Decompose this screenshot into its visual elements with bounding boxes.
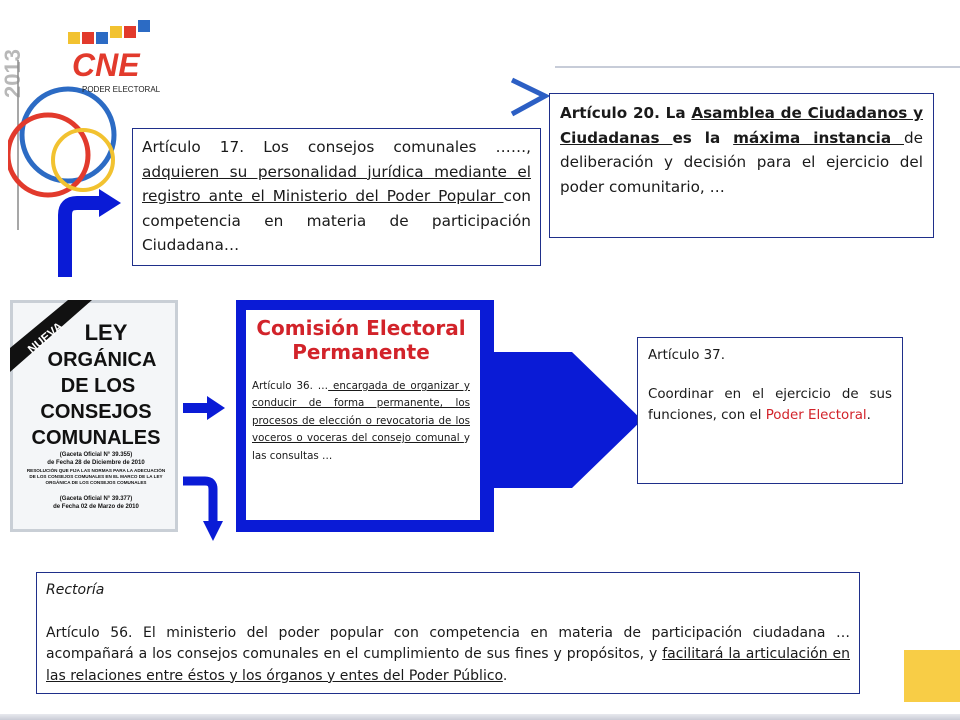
svg-text:2013: 2013 <box>0 49 25 98</box>
book-title-line: DE LOS <box>60 375 136 397</box>
commission-content <box>252 316 470 516</box>
svg-text:(Gaceta Oficial N° 39.355): (Gaceta Oficial N° 39.355) <box>59 452 133 458</box>
article-37-box <box>637 337 903 484</box>
article-17-label: Artículo 17. <box>142 138 245 156</box>
book-title-line: ORGÁNICA <box>47 349 157 371</box>
bottom-bar <box>0 714 960 720</box>
book-title-line: COMUNALES <box>31 427 161 449</box>
svg-text:(Gaceta Oficial N° 39.377): (Gaceta Oficial N° 39.377) <box>59 496 133 502</box>
svg-text:CNE: CNE <box>72 47 140 83</box>
book-title-line: LEY <box>84 320 128 345</box>
svg-text:de Fecha 02 de Marzo de 2010: de Fecha 02 de Marzo de 2010 <box>53 504 139 510</box>
article-56-text: Artículo 56. El ministerio del poder popular con competencia en materia de participación ciudadana …acompañará a los consejos comunales en el cumplimiento de sus fines y propósitos, y facilitará la articulación en las relaciones entre éstos y los órganos y entes del Poder Público. <box>46 624 850 684</box>
article-20-label: Artículo 20. La <box>560 104 692 122</box>
svg-text:NUEVA: NUEVA <box>24 319 66 357</box>
divider <box>555 66 960 68</box>
cne-logo <box>30 18 160 103</box>
article-17-box: Artículo 17. Los consejos comunales ……, adquieren su personalidad jurídica mediante el registro ante el Ministerio del Poder Popular con competencia en materia de participación Ciudadana… <box>132 128 541 266</box>
rectoria-heading: Rectoría <box>46 582 105 598</box>
law-book-cover: NUEVA LEY ORGÁNICA DE LOS CONSEJOS COMUNALES (Gaceta Oficial N° 39.355) de Fecha 28 de Diciembre de 2010 RESOLUCIÓN QUE FIJA LAS NORMAS PARA LA ADECUACIÓN DE LOS CONSEJOS COMUNALES EN EL MARCO DE LA LEY ORGÁNICA DE LOS CONSEJOS COMUNALES (Gaceta Oficial N° 39.377) de Fecha 02 de Marzo de 2010 <box>10 300 178 532</box>
svg-text:de Fecha 28 de Diciembre de 20: de Fecha 28 de Diciembre de 2010 <box>47 460 145 466</box>
article-37-text: Coordinar en el ejercicio de sus funciones, con el Poder Electoral. <box>648 387 892 423</box>
article-36-text: Artículo 36. … encargada de organizar y conducir de forma permanente, los procesos de elección o revocatoria de los voceros o voceras del consejo comunal y las consultas … <box>252 380 470 462</box>
svg-text:PODER ELECTORAL: PODER ELECTORAL <box>82 85 160 94</box>
article-20-box: Artículo 20. La Asamblea de Ciudadanos y Ciudadanas es la máxima instancia de deliberación y decisión para el ejercicio del poder comunitario, … <box>549 93 934 238</box>
book-title-line: CONSEJOS <box>40 401 152 423</box>
article-37-label: Artículo 37. <box>648 348 725 363</box>
corner-accent <box>904 650 960 702</box>
article-56-box <box>36 572 860 694</box>
article-17-underline: adquieren su personalidad jurídica mediante el registro ante el Ministerio del Poder Popular <box>142 162 531 206</box>
commission-title: Comisión Electoral Permanente <box>256 316 466 364</box>
